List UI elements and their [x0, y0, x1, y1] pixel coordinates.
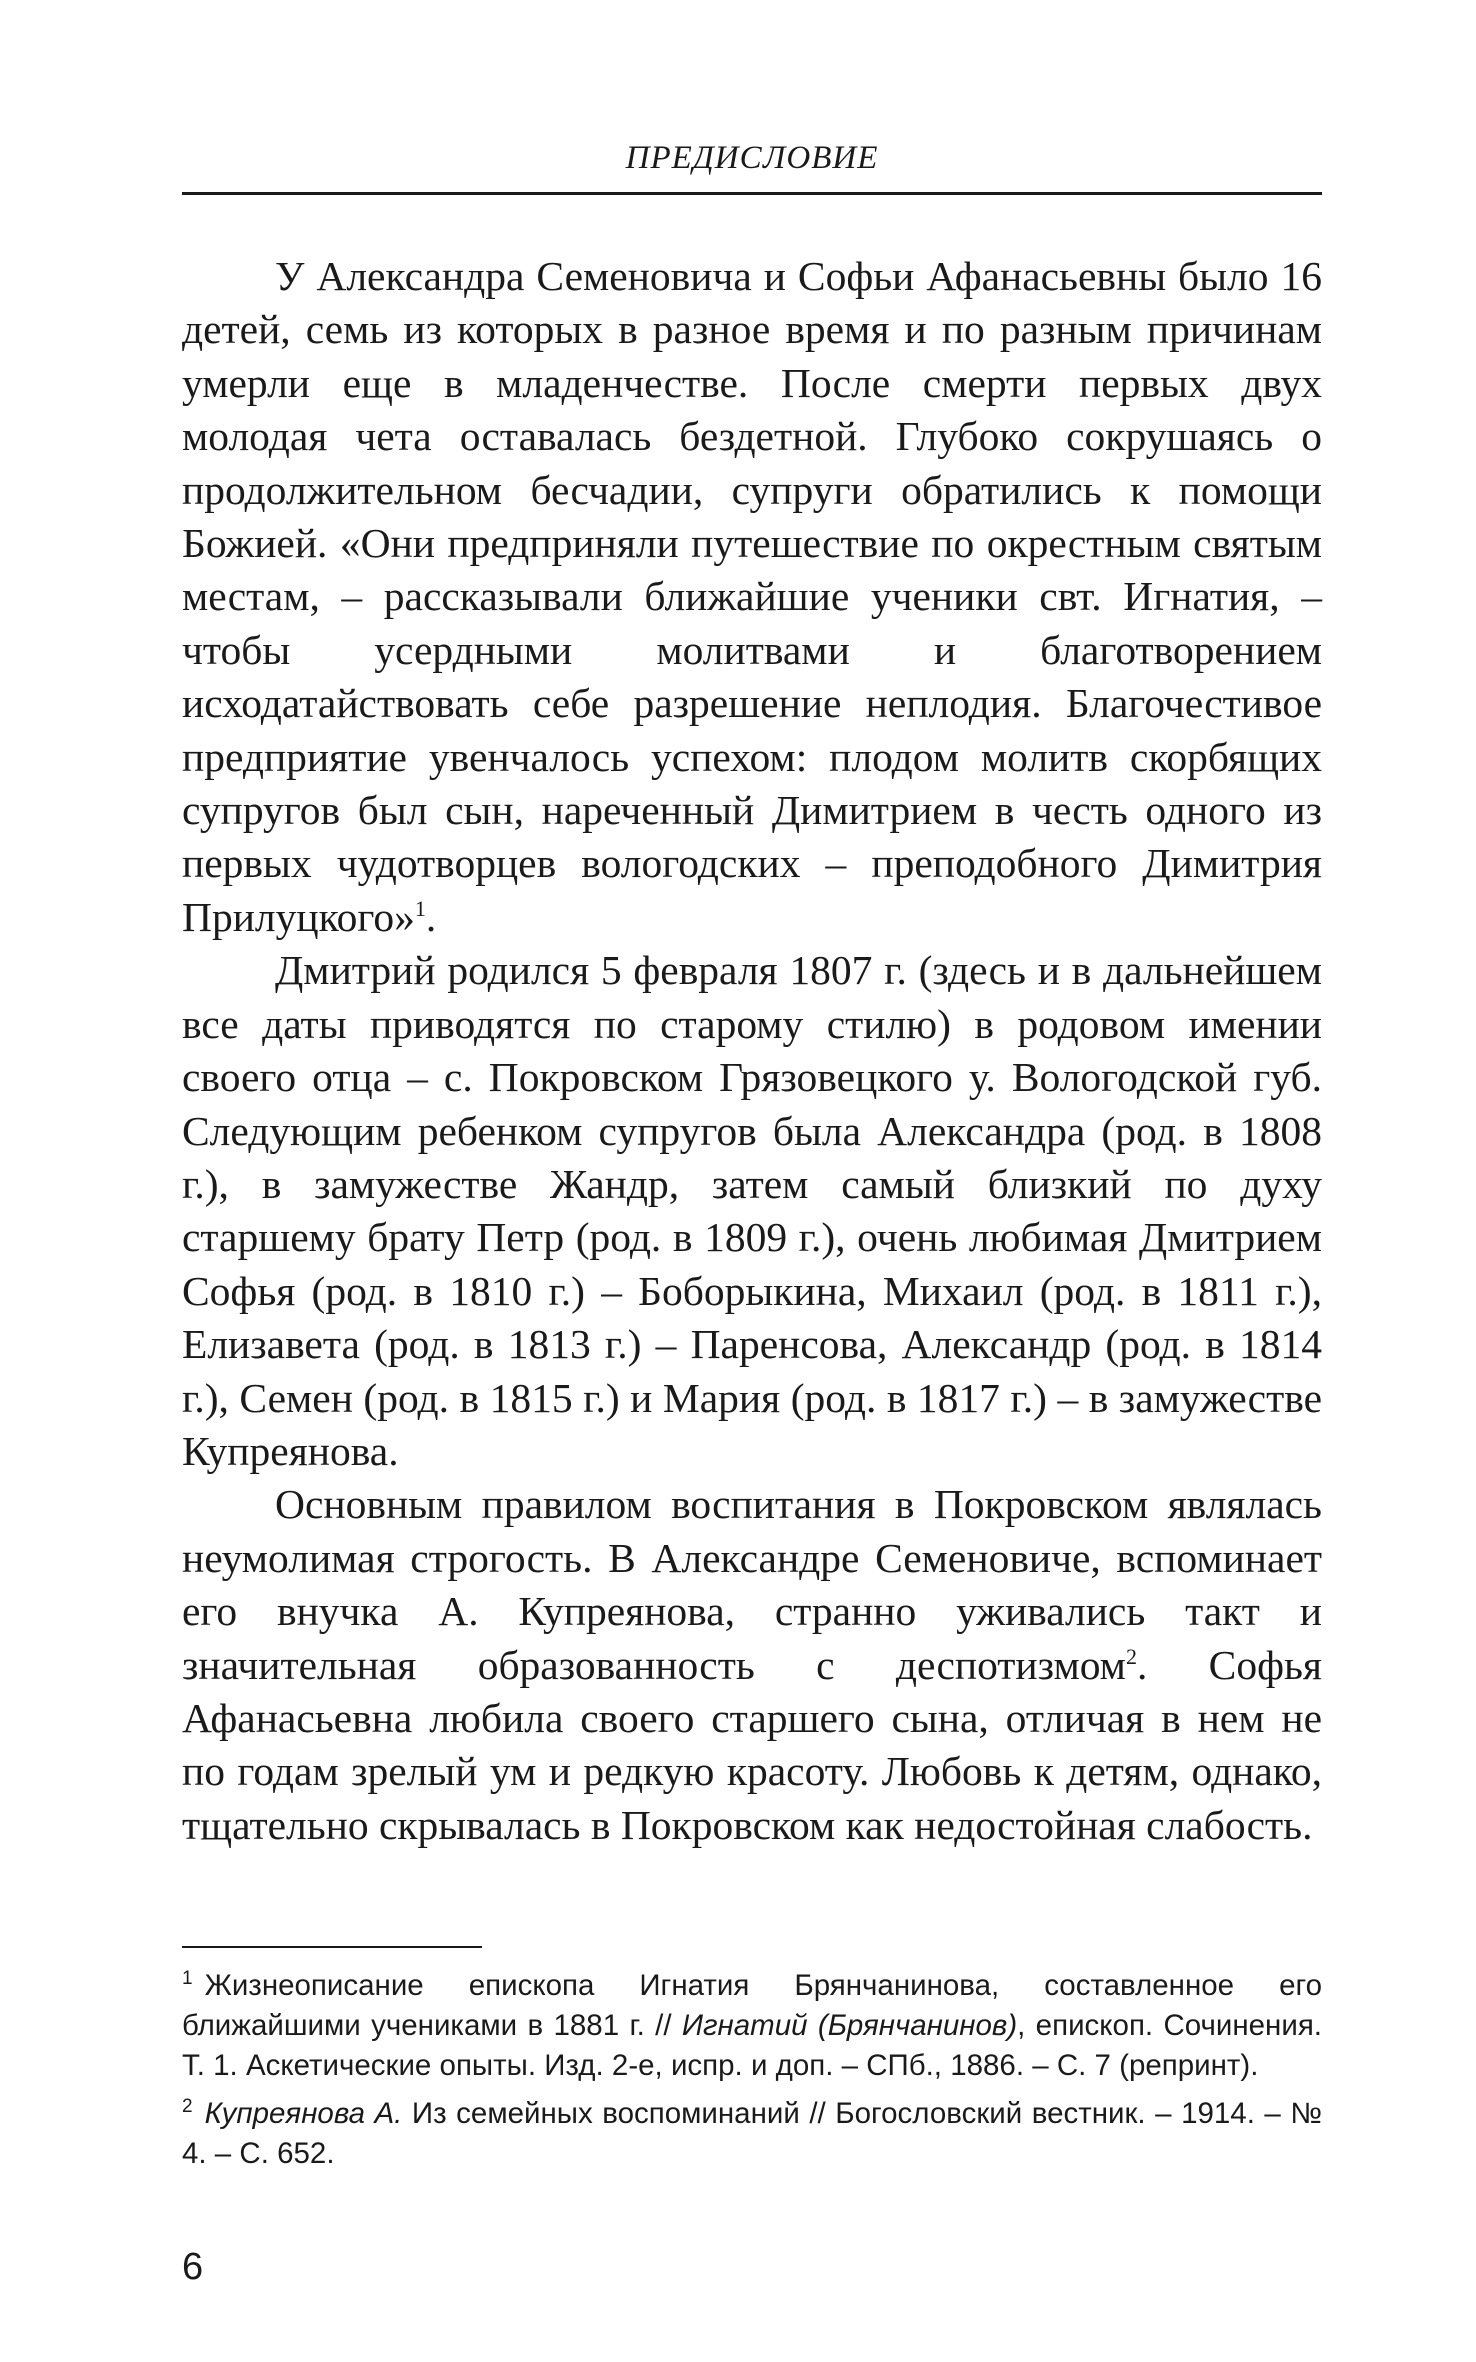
main-text — [182, 250, 1322, 1852]
paragraph-1-end: . — [425, 893, 437, 940]
running-title: ПРЕДИСЛОВИЕ — [625, 140, 879, 176]
footnote-2-author: Купреянова А. — [204, 2097, 403, 2130]
footnote-2-text: Из семейных воспоминаний // Богословский вестник. – 1914. – № 4. – С. 652. — [182, 2097, 1322, 2170]
footnote-rule — [182, 1946, 482, 1948]
footnote-1-author: Игнатий (Брянчанинов) — [681, 2009, 1018, 2042]
footnote-1-text-a: Жизнеописание епископа Игнатия Брянчанинова, составленное его ближайшими учениками в 1881 г. // — [182, 1969, 1322, 2042]
footnotes — [182, 1966, 1322, 2182]
paragraph-3-text-b: . Софья Афанасьевна любила своего старшего сына, отличая в нем не по годам зрелый ум и редкую красоту. Любовь к детям, однако, тщательно скрывалась в Покровском как недостойная слабость. — [182, 1641, 1322, 1848]
footnote-1 — [182, 1966, 1322, 2086]
paragraph-1-text: У Александра Семеновича и Софьи Афанасьевны было 16 детей, семь из которых в разное время и по разным причинам умерли еще в младенчестве. После смерти первых двух молодая чета оставалась бездетной. Глубоко сокрушаясь о продолжительном бесчадии, супруги обратились к помощи Божией. «Они предприняли путешествие по окрестным святым местам, – рассказывали ближайшие ученики свт. Игнатия, – чтобы усердными молитвами и благотворением исходатайствовать себе разрешение неплодия. Благочестивое предприятие увенчалось успехом: плодом молитв скорбящих супругов был сын, нареченный Димитрием в честь одного из первых чудотворцев вологодских – преподобного Димитрия Прилуцкого» — [182, 253, 1322, 940]
header-rule — [182, 192, 1322, 195]
footnote-2-number: 2 — [182, 2096, 193, 2118]
paragraph-1 — [182, 250, 1322, 944]
footnote-2 — [182, 2094, 1322, 2174]
page-number: 6 — [182, 2246, 204, 2288]
paragraph-2 — [182, 944, 1322, 1478]
footnote-1-text-b: , епископ. Сочинения. Т. 1. Аскетические опыты. Изд. 2-е, испр. и доп. – СПб., 1886. – С. 7 (репринт). — [182, 2009, 1322, 2082]
footnote-ref-1: 1 — [414, 896, 426, 922]
paragraph-3-text-a: Основным правилом воспитания в Покровском являлась неумолимая строгость. В Александре Семеновиче, вспоминает его внучка А. Купреянова, странно уживались такт и значительная образованность с деспотизмом — [182, 1481, 1322, 1688]
footnote-1-number: 1 — [182, 1968, 193, 1990]
paragraph-3 — [182, 1478, 1322, 1852]
footnote-ref-2: 2 — [1125, 1643, 1137, 1669]
paragraph-2-text: Дмитрий родился 5 февраля 1807 г. (здесь и в дальнейшем все даты приводятся по старому стилю) в родовом имении своего отца – с. Покровском Грязовецкого у. Вологодской губ. Следующим ребенком супругов была Александра (род. в 1808 г.), в замужестве Жандр, затем самый близкий по духу старшему брату Петр (род. в 1809 г.), очень любимая Дмитрием Софья (род. в 1810 г.) – Боборыкина, Михаил (род. в 1811 г.), Елизавета (род. в 1813 г.) – Паренсова, Александр (род. в 1814 г.), Семен (род. в 1815 г.) и Мария (род. в 1817 г.) – в замужестве Купреянова. — [182, 947, 1322, 1474]
